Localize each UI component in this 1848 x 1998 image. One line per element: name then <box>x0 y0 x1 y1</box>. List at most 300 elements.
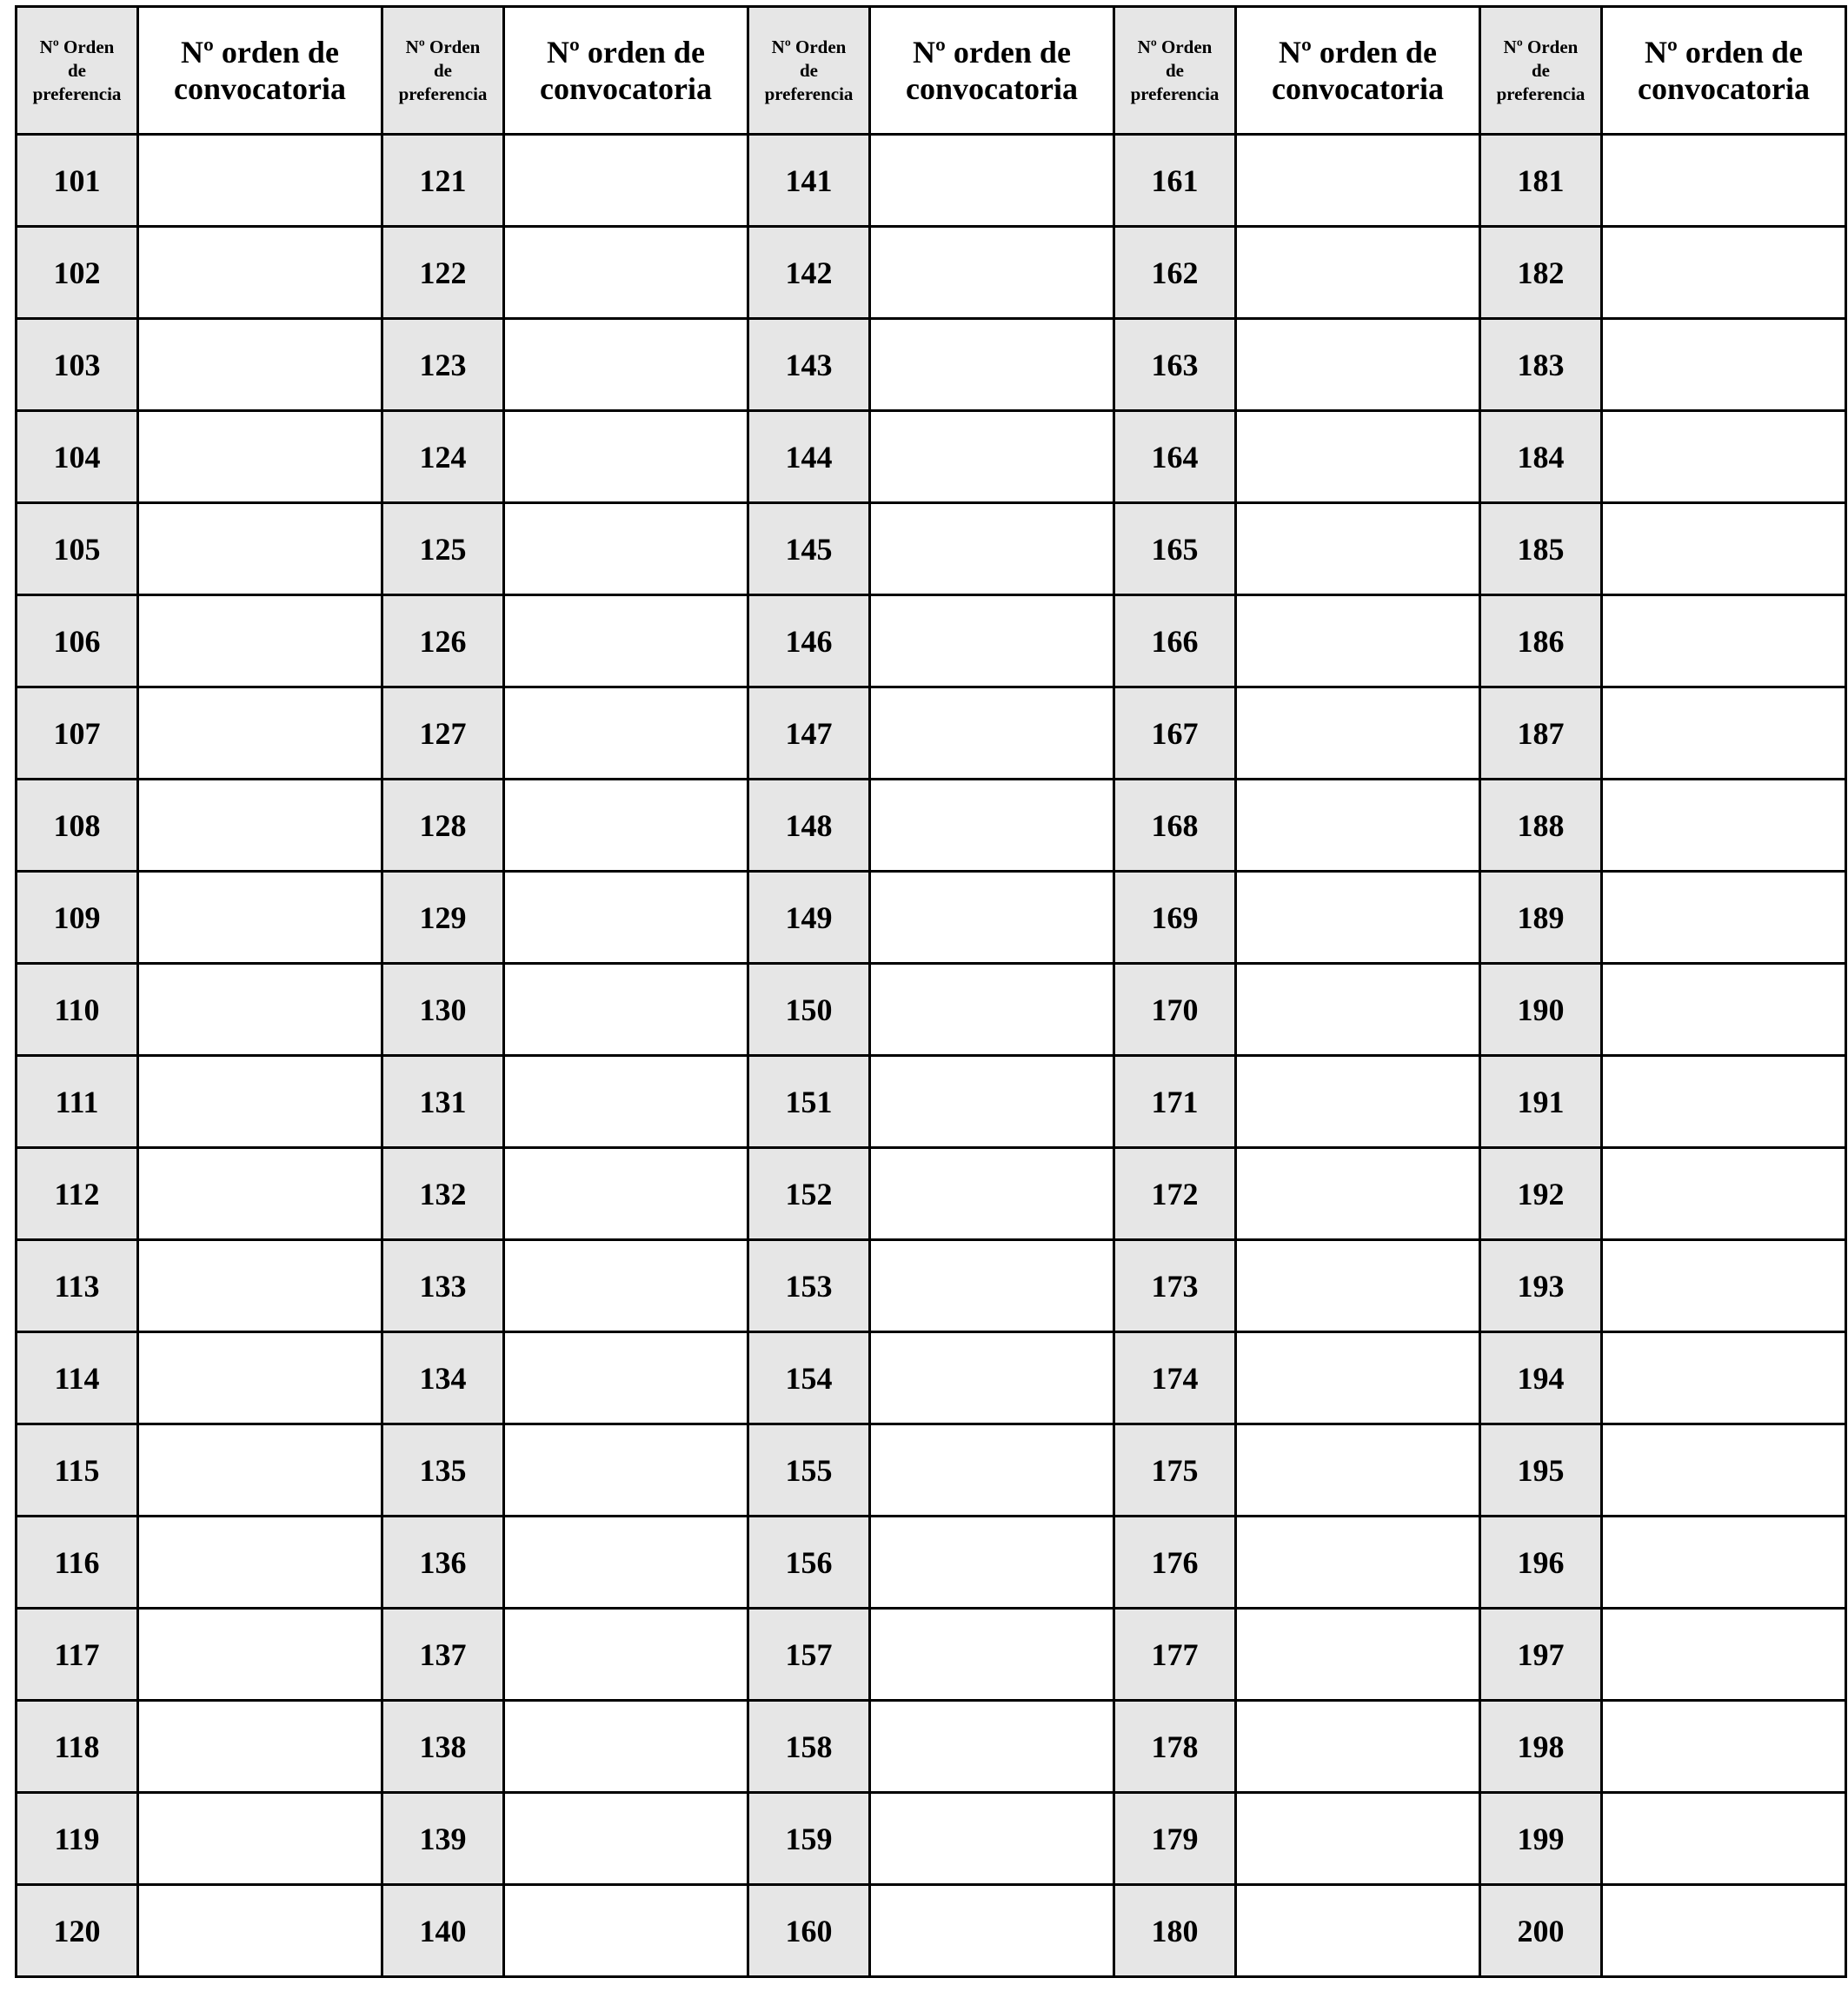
preference-number-cell: 115 <box>17 1424 138 1517</box>
convocatoria-number-cell[interactable] <box>138 964 382 1056</box>
convocatoria-number-input[interactable] <box>139 1886 381 1975</box>
table-row <box>17 135 1846 227</box>
convocatoria-number-cell[interactable] <box>870 1517 1114 1609</box>
convocatoria-number-input[interactable] <box>505 1241 747 1331</box>
convocatoria-number-input[interactable] <box>871 1794 1113 1883</box>
convocatoria-number-cell[interactable] <box>870 1148 1114 1240</box>
table-row <box>17 1517 1846 1609</box>
convocatoria-number-cell[interactable] <box>138 1332 382 1424</box>
convocatoria-number-cell[interactable] <box>1236 1517 1480 1609</box>
convocatoria-number-input[interactable] <box>1237 1886 1479 1975</box>
convocatoria-number-input[interactable] <box>139 965 381 1054</box>
convocatoria-number-cell[interactable] <box>1602 411 1846 503</box>
convocatoria-number-cell[interactable] <box>138 1056 382 1148</box>
convocatoria-number-input[interactable] <box>1237 412 1479 501</box>
convocatoria-number-input[interactable] <box>1603 688 1845 778</box>
preference-number-cell: 190 <box>1480 964 1602 1056</box>
convocatoria-number-cell[interactable] <box>1602 1424 1846 1517</box>
preference-number-cell: 109 <box>17 872 138 964</box>
convocatoria-header-text: Nº orden de <box>181 35 339 70</box>
convocatoria-number-cell[interactable] <box>1602 1885 1846 1977</box>
convocatoria-number-input[interactable] <box>871 965 1113 1054</box>
convocatoria-number-cell[interactable] <box>504 595 748 687</box>
preference-number-cell: 172 <box>1114 1148 1236 1240</box>
convocatoria-number-cell[interactable] <box>1236 1609 1480 1701</box>
table-row <box>17 687 1846 780</box>
convocatoria-number-cell[interactable] <box>504 1240 748 1332</box>
convocatoria-number-input[interactable] <box>139 1149 381 1238</box>
convocatoria-number-cell[interactable] <box>1236 780 1480 872</box>
convocatoria-number-cell[interactable] <box>504 964 748 1056</box>
preference-number-cell: 107 <box>17 687 138 780</box>
preference-number-cell: 120 <box>17 1885 138 1977</box>
convocatoria-number-input[interactable] <box>139 1333 381 1423</box>
convocatoria-number-cell[interactable] <box>504 1056 748 1148</box>
preference-number-cell: 146 <box>748 595 870 687</box>
convocatoria-number-input[interactable] <box>1603 1425 1845 1515</box>
convocatoria-number-cell[interactable] <box>870 1793 1114 1885</box>
convocatoria-header-text: convocatoria <box>906 71 1078 106</box>
convocatoria-number-cell[interactable] <box>870 964 1114 1056</box>
convocatoria-number-input[interactable] <box>871 412 1113 501</box>
convocatoria-number-input[interactable] <box>505 228 747 317</box>
preference-number-cell: 123 <box>382 319 504 411</box>
convocatoria-number-cell[interactable] <box>1602 319 1846 411</box>
preference-header-text: preferencia <box>1130 83 1220 104</box>
convocatoria-number-cell[interactable] <box>138 1240 382 1332</box>
preference-number-cell: 192 <box>1480 1148 1602 1240</box>
convocatoria-number-cell[interactable] <box>1602 1517 1846 1609</box>
convocatoria-number-cell[interactable] <box>1602 1609 1846 1701</box>
convocatoria-number-cell[interactable] <box>138 1148 382 1240</box>
convocatoria-number-input[interactable] <box>505 1702 747 1791</box>
convocatoria-number-input[interactable] <box>1603 780 1845 870</box>
table-row <box>17 595 1846 687</box>
convocatoria-number-input[interactable] <box>871 1057 1113 1146</box>
preference-number-cell: 145 <box>748 503 870 595</box>
preference-number-cell: 103 <box>17 319 138 411</box>
convocatoria-number-cell[interactable] <box>1236 964 1480 1056</box>
convocatoria-number-cell[interactable] <box>504 411 748 503</box>
convocatoria-number-cell[interactable] <box>504 687 748 780</box>
convocatoria-number-cell[interactable] <box>138 135 382 227</box>
convocatoria-number-input[interactable] <box>139 320 381 409</box>
convocatoria-number-input[interactable] <box>871 596 1113 686</box>
convocatoria-number-input[interactable] <box>139 1057 381 1146</box>
convocatoria-number-input[interactable] <box>139 688 381 778</box>
preference-order-header <box>382 7 504 135</box>
convocatoria-number-input[interactable] <box>871 1886 1113 1975</box>
convocatoria-number-cell[interactable] <box>138 872 382 964</box>
convocatoria-number-cell[interactable] <box>1236 1332 1480 1424</box>
convocatoria-number-cell[interactable] <box>1602 595 1846 687</box>
convocatoria-number-cell[interactable] <box>1602 1701 1846 1793</box>
convocatoria-number-input[interactable] <box>139 1794 381 1883</box>
convocatoria-number-cell[interactable] <box>870 1240 1114 1332</box>
convocatoria-number-cell[interactable] <box>504 780 748 872</box>
convocatoria-number-cell[interactable] <box>870 1885 1114 1977</box>
convocatoria-number-cell[interactable] <box>138 687 382 780</box>
convocatoria-number-cell[interactable] <box>1236 1885 1480 1977</box>
preference-number-cell: 187 <box>1480 687 1602 780</box>
convocatoria-number-input[interactable] <box>1237 596 1479 686</box>
preference-number-cell: 183 <box>1480 319 1602 411</box>
table-row <box>17 1148 1846 1240</box>
convocatoria-number-cell[interactable] <box>504 1793 748 1885</box>
convocatoria-number-input[interactable] <box>505 1149 747 1238</box>
convocatoria-number-cell[interactable] <box>870 595 1114 687</box>
preference-number-cell: 113 <box>17 1240 138 1332</box>
convocatoria-number-input[interactable] <box>1237 1517 1479 1607</box>
convocatoria-number-input[interactable] <box>1237 1149 1479 1238</box>
convocatoria-number-cell[interactable] <box>138 411 382 503</box>
convocatoria-number-input[interactable] <box>505 1057 747 1146</box>
convocatoria-number-cell[interactable] <box>504 1885 748 1977</box>
preference-header-text: de <box>1166 59 1184 81</box>
preference-header-text: preferencia <box>398 83 488 104</box>
convocatoria-number-input[interactable] <box>139 228 381 317</box>
convocatoria-number-input[interactable] <box>139 1610 381 1699</box>
convocatoria-number-input[interactable] <box>505 1333 747 1423</box>
convocatoria-number-cell[interactable] <box>870 411 1114 503</box>
preference-number-cell: 193 <box>1480 1240 1602 1332</box>
convocatoria-number-cell[interactable] <box>870 1609 1114 1701</box>
table-body <box>17 135 1846 1977</box>
convocatoria-number-cell[interactable] <box>870 872 1114 964</box>
convocatoria-number-input[interactable] <box>1603 1610 1845 1699</box>
preference-number-cell: 185 <box>1480 503 1602 595</box>
convocatoria-number-input[interactable] <box>1237 228 1479 317</box>
convocatoria-number-cell[interactable] <box>1236 411 1480 503</box>
convocatoria-number-cell[interactable] <box>504 1609 748 1701</box>
convocatoria-number-input[interactable] <box>505 965 747 1054</box>
convocatoria-number-input[interactable] <box>1603 873 1845 962</box>
preference-number-cell: 160 <box>748 1885 870 1977</box>
preference-number-cell: 165 <box>1114 503 1236 595</box>
convocatoria-number-input[interactable] <box>139 136 381 225</box>
convocatoria-number-input[interactable] <box>1603 136 1845 225</box>
convocatoria-number-input[interactable] <box>139 1702 381 1791</box>
preference-number-cell: 196 <box>1480 1517 1602 1609</box>
convocatoria-number-cell[interactable] <box>504 872 748 964</box>
convocatoria-number-input[interactable] <box>1603 596 1845 686</box>
convocatoria-number-cell[interactable] <box>870 503 1114 595</box>
preference-number-cell: 154 <box>748 1332 870 1424</box>
convocatoria-number-input[interactable] <box>1237 1057 1479 1146</box>
convocatoria-number-cell[interactable] <box>138 503 382 595</box>
preference-number-cell: 110 <box>17 964 138 1056</box>
convocatoria-number-cell[interactable] <box>1602 1793 1846 1885</box>
convocatoria-number-input[interactable] <box>1237 1610 1479 1699</box>
convocatoria-number-input[interactable] <box>139 873 381 962</box>
convocatoria-number-input[interactable] <box>505 504 747 594</box>
convocatoria-number-cell[interactable] <box>1236 135 1480 227</box>
preference-header-text: de <box>68 59 86 81</box>
convocatoria-number-input[interactable] <box>871 1333 1113 1423</box>
convocatoria-number-input[interactable] <box>871 136 1113 225</box>
convocatoria-number-cell[interactable] <box>1236 503 1480 595</box>
convocatoria-number-input[interactable] <box>871 780 1113 870</box>
preference-number-cell: 184 <box>1480 411 1602 503</box>
convocatoria-number-cell[interactable] <box>870 1332 1114 1424</box>
preference-number-cell: 163 <box>1114 319 1236 411</box>
convocatoria-number-input[interactable] <box>871 1702 1113 1791</box>
convocatoria-header-text: Nº orden de <box>913 35 1071 70</box>
convocatoria-number-cell[interactable] <box>1602 872 1846 964</box>
convocatoria-number-cell[interactable] <box>1602 1332 1846 1424</box>
preference-number-cell: 199 <box>1480 1793 1602 1885</box>
convocatoria-number-input[interactable] <box>1603 320 1845 409</box>
convocatoria-number-cell[interactable] <box>870 319 1114 411</box>
preference-order-header <box>748 7 870 135</box>
convocatoria-number-cell[interactable] <box>1602 503 1846 595</box>
preference-header-text: Nº Orden <box>39 36 115 57</box>
preference-header-text: Nº Orden <box>771 36 847 57</box>
preference-number-cell: 140 <box>382 1885 504 1977</box>
preference-number-cell: 159 <box>748 1793 870 1885</box>
preference-number-cell: 144 <box>748 411 870 503</box>
convocatoria-number-input[interactable] <box>1603 412 1845 501</box>
preference-number-cell: 200 <box>1480 1885 1602 1977</box>
preference-number-cell: 119 <box>17 1793 138 1885</box>
preference-header-text: de <box>434 59 452 81</box>
convocatoria-number-cell[interactable] <box>138 1701 382 1793</box>
convocatoria-number-cell[interactable] <box>504 135 748 227</box>
table-row <box>17 1424 1846 1517</box>
convocatoria-number-input[interactable] <box>1603 1794 1845 1883</box>
convocatoria-number-input[interactable] <box>139 412 381 501</box>
convocatoria-number-input[interactable] <box>1603 1886 1845 1975</box>
preference-number-cell: 141 <box>748 135 870 227</box>
preference-number-cell: 130 <box>382 964 504 1056</box>
preference-number-cell: 194 <box>1480 1332 1602 1424</box>
convocatoria-number-input[interactable] <box>505 1886 747 1975</box>
preference-number-cell: 150 <box>748 964 870 1056</box>
convocatoria-number-cell[interactable] <box>138 1793 382 1885</box>
convocatoria-number-input[interactable] <box>505 873 747 962</box>
convocatoria-number-input[interactable] <box>505 688 747 778</box>
convocatoria-number-cell[interactable] <box>1602 135 1846 227</box>
preference-number-cell: 171 <box>1114 1056 1236 1148</box>
convocatoria-number-cell[interactable] <box>138 1885 382 1977</box>
convocatoria-number-input[interactable] <box>1237 873 1479 962</box>
convocatoria-number-cell[interactable] <box>870 135 1114 227</box>
table-row <box>17 1609 1846 1701</box>
convocatoria-number-input[interactable] <box>139 504 381 594</box>
preference-number-cell: 147 <box>748 687 870 780</box>
convocatoria-number-cell[interactable] <box>504 1517 748 1609</box>
convocatoria-number-input[interactable] <box>1237 1241 1479 1331</box>
convocatoria-number-input[interactable] <box>139 780 381 870</box>
convocatoria-number-cell[interactable] <box>504 1701 748 1793</box>
convocatoria-number-input[interactable] <box>1603 965 1845 1054</box>
convocatoria-number-input[interactable] <box>1237 1333 1479 1423</box>
convocatoria-number-cell[interactable] <box>870 1424 1114 1517</box>
convocatoria-number-cell[interactable] <box>1602 964 1846 1056</box>
convocatoria-number-input[interactable] <box>505 780 747 870</box>
convocatoria-number-input[interactable] <box>871 873 1113 962</box>
preference-number-cell: 175 <box>1114 1424 1236 1517</box>
convocatoria-number-cell[interactable] <box>1602 780 1846 872</box>
preference-number-cell: 122 <box>382 227 504 319</box>
convocatoria-number-cell[interactable] <box>1236 1148 1480 1240</box>
table-row <box>17 872 1846 964</box>
convocatoria-number-input[interactable] <box>871 504 1113 594</box>
convocatoria-number-cell[interactable] <box>1602 1148 1846 1240</box>
convocatoria-number-input[interactable] <box>1603 1241 1845 1331</box>
preference-number-cell: 158 <box>748 1701 870 1793</box>
convocatoria-number-cell[interactable] <box>1236 687 1480 780</box>
convocatoria-number-cell[interactable] <box>1236 319 1480 411</box>
convocatoria-number-cell[interactable] <box>1236 1424 1480 1517</box>
convocatoria-number-cell[interactable] <box>1236 1701 1480 1793</box>
convocatoria-number-cell[interactable] <box>870 1056 1114 1148</box>
convocatoria-number-cell[interactable] <box>138 1609 382 1701</box>
preference-number-cell: 125 <box>382 503 504 595</box>
convocatoria-number-input[interactable] <box>1237 780 1479 870</box>
convocatoria-order-header <box>870 7 1114 135</box>
convocatoria-number-cell[interactable] <box>1236 1056 1480 1148</box>
convocatoria-number-input[interactable] <box>1603 1149 1845 1238</box>
preference-number-cell: 174 <box>1114 1332 1236 1424</box>
table-row <box>17 780 1846 872</box>
preference-number-cell: 149 <box>748 872 870 964</box>
convocatoria-number-cell[interactable] <box>1602 1240 1846 1332</box>
convocatoria-number-cell[interactable] <box>138 780 382 872</box>
header-row <box>17 7 1846 135</box>
preference-number-cell: 151 <box>748 1056 870 1148</box>
convocatoria-number-cell[interactable] <box>1602 1056 1846 1148</box>
convocatoria-order-header <box>1236 7 1480 135</box>
convocatoria-number-input[interactable] <box>505 320 747 409</box>
convocatoria-number-input[interactable] <box>1237 1794 1479 1883</box>
convocatoria-number-cell[interactable] <box>1602 227 1846 319</box>
convocatoria-number-input[interactable] <box>505 1610 747 1699</box>
convocatoria-number-cell[interactable] <box>138 319 382 411</box>
convocatoria-number-cell[interactable] <box>1236 595 1480 687</box>
preference-number-cell: 132 <box>382 1148 504 1240</box>
preference-number-cell: 152 <box>748 1148 870 1240</box>
convocatoria-number-input[interactable] <box>505 412 747 501</box>
convocatoria-number-input[interactable] <box>871 1241 1113 1331</box>
convocatoria-header-text: convocatoria <box>174 71 346 106</box>
convocatoria-number-input[interactable] <box>139 1425 381 1515</box>
convocatoria-header-text: convocatoria <box>540 71 712 106</box>
convocatoria-number-input[interactable] <box>871 320 1113 409</box>
convocatoria-number-input[interactable] <box>505 1517 747 1607</box>
convocatoria-number-input[interactable] <box>1603 1702 1845 1791</box>
convocatoria-number-cell[interactable] <box>504 1148 748 1240</box>
preference-number-cell: 131 <box>382 1056 504 1148</box>
convocatoria-number-input[interactable] <box>505 1425 747 1515</box>
preference-number-cell: 182 <box>1480 227 1602 319</box>
table-row <box>17 1332 1846 1424</box>
preference-number-cell: 197 <box>1480 1609 1602 1701</box>
convocatoria-number-input[interactable] <box>505 1794 747 1883</box>
convocatoria-number-cell[interactable] <box>1602 687 1846 780</box>
convocatoria-number-input[interactable] <box>139 1241 381 1331</box>
convocatoria-number-cell[interactable] <box>870 687 1114 780</box>
convocatoria-number-input[interactable] <box>1603 228 1845 317</box>
convocatoria-number-input[interactable] <box>1237 1702 1479 1791</box>
preference-number-cell: 111 <box>17 1056 138 1148</box>
convocatoria-number-input[interactable] <box>505 136 747 225</box>
preference-number-cell: 136 <box>382 1517 504 1609</box>
preference-number-cell: 181 <box>1480 135 1602 227</box>
convocatoria-header-text: Nº orden de <box>547 35 705 70</box>
convocatoria-number-input[interactable] <box>871 1610 1113 1699</box>
convocatoria-number-cell[interactable] <box>504 1332 748 1424</box>
preference-number-cell: 179 <box>1114 1793 1236 1885</box>
preference-number-cell: 188 <box>1480 780 1602 872</box>
convocatoria-number-input[interactable] <box>1603 1333 1845 1423</box>
convocatoria-number-cell[interactable] <box>138 227 382 319</box>
convocatoria-header-text: Nº orden de <box>1645 35 1803 70</box>
convocatoria-number-cell[interactable] <box>870 780 1114 872</box>
convocatoria-number-input[interactable] <box>1237 1425 1479 1515</box>
preference-number-cell: 137 <box>382 1609 504 1701</box>
preference-number-cell: 126 <box>382 595 504 687</box>
convocatoria-number-cell[interactable] <box>504 1424 748 1517</box>
preference-number-cell: 116 <box>17 1517 138 1609</box>
convocatoria-number-cell[interactable] <box>1236 1240 1480 1332</box>
preference-number-cell: 191 <box>1480 1056 1602 1148</box>
preference-number-cell: 176 <box>1114 1517 1236 1609</box>
convocatoria-number-cell[interactable] <box>138 1424 382 1517</box>
table-row <box>17 1701 1846 1793</box>
preference-header-text: de <box>1532 59 1550 81</box>
convocatoria-number-cell[interactable] <box>504 503 748 595</box>
convocatoria-number-input[interactable] <box>1603 1057 1845 1146</box>
convocatoria-number-input[interactable] <box>871 228 1113 317</box>
convocatoria-number-cell[interactable] <box>138 1517 382 1609</box>
convocatoria-number-input[interactable] <box>1237 688 1479 778</box>
convocatoria-number-input[interactable] <box>871 688 1113 778</box>
preference-number-cell: 118 <box>17 1701 138 1793</box>
convocatoria-number-input[interactable] <box>1237 136 1479 225</box>
convocatoria-number-input[interactable] <box>139 596 381 686</box>
convocatoria-number-cell[interactable] <box>870 1701 1114 1793</box>
convocatoria-number-input[interactable] <box>505 596 747 686</box>
preference-header-text: preferencia <box>32 83 122 104</box>
convocatoria-number-input[interactable] <box>871 1149 1113 1238</box>
convocatoria-order-header <box>504 7 748 135</box>
convocatoria-number-input[interactable] <box>871 1517 1113 1607</box>
convocatoria-header-text: convocatoria <box>1272 71 1444 106</box>
preference-number-cell: 167 <box>1114 687 1236 780</box>
convocatoria-number-cell[interactable] <box>870 227 1114 319</box>
preference-number-cell: 148 <box>748 780 870 872</box>
convocatoria-number-input[interactable] <box>1603 504 1845 594</box>
convocatoria-number-input[interactable] <box>1237 504 1479 594</box>
convocatoria-number-input[interactable] <box>1237 965 1479 1054</box>
convocatoria-number-cell[interactable] <box>1236 1793 1480 1885</box>
table-row <box>17 319 1846 411</box>
convocatoria-number-input[interactable] <box>1603 1517 1845 1607</box>
convocatoria-number-cell[interactable] <box>504 227 748 319</box>
preference-number-cell: 153 <box>748 1240 870 1332</box>
preference-header-text: Nº Orden <box>1137 36 1213 57</box>
preference-header-text: preferencia <box>1496 83 1585 104</box>
convocatoria-number-input[interactable] <box>871 1425 1113 1515</box>
convocatoria-number-cell[interactable] <box>1236 872 1480 964</box>
convocatoria-number-input[interactable] <box>139 1517 381 1607</box>
convocatoria-number-cell[interactable] <box>1236 227 1480 319</box>
convocatoria-number-cell[interactable] <box>504 319 748 411</box>
preference-header-text: preferencia <box>764 83 854 104</box>
convocatoria-number-cell[interactable] <box>138 595 382 687</box>
convocatoria-number-input[interactable] <box>1237 320 1479 409</box>
